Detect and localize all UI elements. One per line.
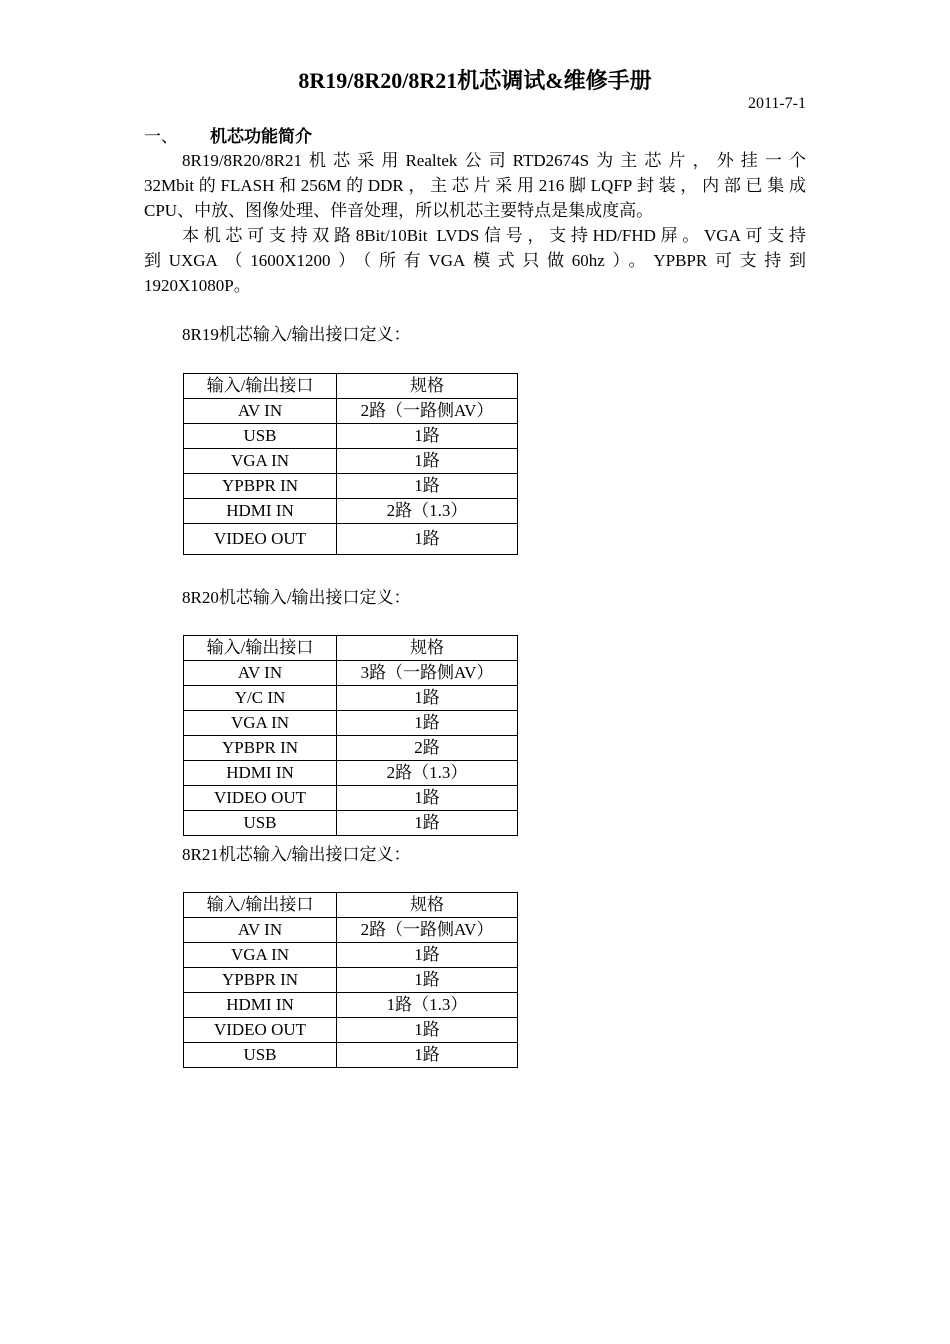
interface-cell: YPBPR IN	[184, 474, 337, 499]
header-cell: 规格	[337, 893, 518, 918]
intro-line: 1920X1080P。	[144, 276, 251, 295]
table-row	[184, 661, 518, 686]
table-row	[184, 449, 518, 474]
spec-cell: 1路	[337, 711, 518, 736]
table-row	[184, 761, 518, 786]
interface-cell: YPBPR IN	[184, 968, 337, 993]
interface-cell: YPBPR IN	[184, 736, 337, 761]
table-row	[184, 786, 518, 811]
section-heading	[144, 124, 312, 150]
intro-line: 本机芯可支持双路8Bit/10Bit LVDS信号，支持HD/FHD屏。VGA可支持	[182, 226, 806, 245]
io-table-8r20	[183, 635, 518, 836]
interface-cell: VGA IN	[184, 943, 337, 968]
table-header-row	[184, 636, 518, 661]
table-row	[184, 399, 518, 424]
intro-line: 8R19/8R20/8R21机芯采用Realtek公司RTD2674S为主芯片，外挂一个	[182, 151, 806, 170]
spec-cell: 2路（一路侧AV）	[337, 918, 518, 943]
table-row	[184, 811, 518, 836]
section-title: 机芯功能简介	[210, 127, 312, 146]
intro-paragraph-1	[144, 148, 806, 223]
table-caption-8r19: 8R19机芯输入/输出接口定义：	[182, 325, 411, 344]
interface-cell: VGA IN	[184, 449, 337, 474]
header-cell: 规格	[337, 374, 518, 399]
intro-paragraph-2	[144, 223, 806, 298]
table-row	[184, 711, 518, 736]
section-number: 一、	[144, 127, 178, 146]
interface-cell: AV IN	[184, 661, 337, 686]
table-row	[184, 968, 518, 993]
io-table-8r19	[183, 373, 518, 555]
table-row	[184, 993, 518, 1018]
intro-line: 到UXGA（1600X1200）（所有VGA模式只做60hz）。YPBPR可支持到	[144, 251, 806, 270]
table-row	[184, 943, 518, 968]
intro-line: 32Mbit的FLASH和256M的DDR，主芯片采用216脚LQFP封装，内部已集成	[144, 176, 806, 195]
interface-cell: HDMI IN	[184, 761, 337, 786]
table-row	[184, 918, 518, 943]
spec-cell: 2路（1.3）	[337, 761, 518, 786]
spec-cell: 1路（1.3）	[337, 993, 518, 1018]
spec-cell: 1路	[337, 524, 518, 555]
spec-cell: 1路	[337, 1018, 518, 1043]
spec-cell: 2路（一路侧AV）	[337, 399, 518, 424]
header-cell: 规格	[337, 636, 518, 661]
table-row	[184, 1043, 518, 1068]
spec-cell: 1路	[337, 686, 518, 711]
spec-cell: 1路	[337, 786, 518, 811]
document-date: 2011-7-1	[747, 95, 806, 112]
table-header-row	[184, 893, 518, 918]
spec-cell: 1路	[337, 474, 518, 499]
interface-cell: AV IN	[184, 399, 337, 424]
table-row	[184, 1018, 518, 1043]
interface-cell: USB	[184, 424, 337, 449]
interface-cell: USB	[184, 1043, 337, 1068]
document-title: 8R19/8R20/8R21机芯调试&维修手册	[298, 68, 652, 93]
spec-cell: 2路	[337, 736, 518, 761]
table-caption-8r21: 8R21机芯输入/输出接口定义：	[182, 845, 411, 864]
spec-cell: 1路	[337, 968, 518, 993]
table-row	[184, 736, 518, 761]
io-table-8r21	[183, 892, 518, 1068]
interface-cell: HDMI IN	[184, 993, 337, 1018]
interface-cell: USB	[184, 811, 337, 836]
table-header-row	[184, 374, 518, 399]
spec-cell: 1路	[337, 1043, 518, 1068]
interface-cell: AV IN	[184, 918, 337, 943]
table-row	[184, 524, 518, 555]
interface-cell: HDMI IN	[184, 499, 337, 524]
interface-cell: VGA IN	[184, 711, 337, 736]
spec-cell: 1路	[337, 424, 518, 449]
interface-cell: Y/C IN	[184, 686, 337, 711]
table-row	[184, 686, 518, 711]
spec-cell: 1路	[337, 449, 518, 474]
header-cell: 输入/输出接口	[184, 374, 337, 399]
spec-cell: 2路（1.3）	[337, 499, 518, 524]
table-row	[184, 424, 518, 449]
table-row	[184, 474, 518, 499]
header-cell: 输入/输出接口	[184, 636, 337, 661]
table-row	[184, 499, 518, 524]
spec-cell: 1路	[337, 811, 518, 836]
intro-line: CPU、中放、图像处理、伴音处理，所以机芯主要特点是集成度高。	[144, 201, 654, 220]
spec-cell: 3路（一路侧AV）	[337, 661, 518, 686]
interface-cell: VIDEO OUT	[184, 786, 337, 811]
header-cell: 输入/输出接口	[184, 893, 337, 918]
interface-cell: VIDEO OUT	[184, 524, 337, 555]
spec-cell: 1路	[337, 943, 518, 968]
table-caption-8r20: 8R20机芯输入/输出接口定义：	[182, 588, 411, 607]
interface-cell: VIDEO OUT	[184, 1018, 337, 1043]
